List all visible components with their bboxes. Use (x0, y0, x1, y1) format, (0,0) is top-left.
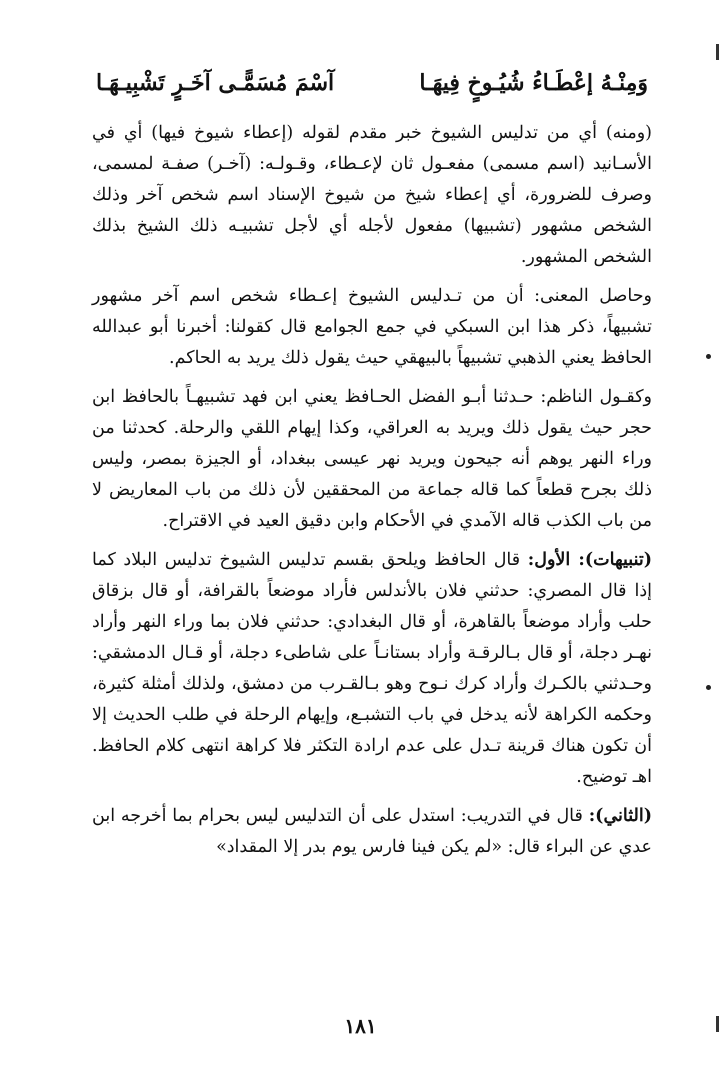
paragraph-text: (ومنه) أي من تدليس الشيوخ خبر مقدم لقوله (إعطاء شيوخ فيها) أي في الأسـانيد (اسم مسمى) مفعـول ثان لإعـطاء، وقـولـه: (آخـر) صفـة لمسمى، وصرف للضرورة، أي إعطاء شيخ من شيوخ الإسناد اسم شخص آخر وذلك الشخص مشهور (تشبيها) مفعول لأجله أي لأجل تشبيـه ذلك الشيخ بذلك الشخص المشهور. (92, 123, 652, 267)
paragraph-notes-first (92, 545, 652, 793)
paragraph-lead: (الثاني): (588, 806, 652, 826)
margin-dot (706, 354, 711, 359)
paragraph-text: وكقـول الناظم: حـدثنا أبـو الفضل الحـافظ يعني ابن فهد تشبيهـاً بالحافظ ابن حجر حيث يقول ذلك ويريد به العراقي، وكذا إيهام اللقي والرحلة. كحدثنا من وراء النهر يوهم أنه جيحون ويريد نهر عيسى ببغداد، أو الجيزة بمصر، وليس ذلك بجرح قطعاً كما قاله جماعة من المحققين لأن ذلك من باب المعاريض لا من باب الكذب قاله الآمدي في الأحكام وابن دقيق العيد في الاقتراح. (92, 387, 652, 531)
paragraph-text: قال الحافظ ويلحق بقسم تدليس الشيوخ تدليس البلاد كما إذا قال المصري: حدثني فلان بالأندلس فأراد موضعاً بالقرافة، أو قال بزقاق حلب وأراد موضعاً بالقاهرة، أو قال البغدادي: حدثني فلان بما وراء النهر وأراد نهـر دجلة، أو قال بـالرقـة وأراد بستانـاً على شاطىء دجلة، أو قـال الدمشقي: وحـدثني بالكـرك وأراد كرك نـوح وهو بـالقـرب من دمشق، ولذلك أمثلة كثيرة، وحكمه الكراهة لأنه يدخل في باب التشبـع، وإيهام الرحلة في طلب الحديث إلا أن تكون هناك قرينة تـدل على عدم ارادة التكثر فلا كراهة انتهى كلام الحافظ. اهـ توضيح. (92, 550, 652, 787)
paragraph-commentary (92, 118, 652, 273)
paragraph-text: وحاصل المعنى: أن من تـدليس الشيوخ إعـطاء شخص اسم آخر مشهور تشبيهاً، ذكر هذا ابن السبكي في جمع الجوامع قال كقولنا: أخبرنا أبو عبدالله الحافظ يعني الذهبي تشبيهاً بالبيهقي حيث يقول ذلك يريد به الحاكم. (92, 286, 652, 368)
verse-hemistich-2: آسْمَ مُسَمًّـى آخَـرٍ تَشْبِيـهَـا (96, 70, 335, 96)
paragraph-notes-second (92, 801, 652, 863)
margin-dot (706, 685, 711, 690)
verse-heading (92, 66, 652, 100)
scan-edge-mark (716, 1016, 719, 1032)
paragraph-summary (92, 281, 652, 374)
paragraph-poet-example (92, 382, 652, 537)
page-number: ١٨١ (344, 1014, 377, 1038)
verse-hemistich-1: وَمِنْـهُ إعْطَـاءُ شُيُـوخٍ فِيهَـا (419, 70, 648, 96)
paragraph-text: قال في التدريب: استدل على أن التدليس ليس بحرام بما أخرجه ابن عدي عن البراء قال: «لم يكن فينا فارس يوم بدر إلا المقداد» (92, 806, 652, 857)
scan-edge-mark (716, 44, 719, 60)
paragraph-lead: (تنبيهات): الأول: (527, 550, 653, 570)
page-content (92, 66, 652, 871)
